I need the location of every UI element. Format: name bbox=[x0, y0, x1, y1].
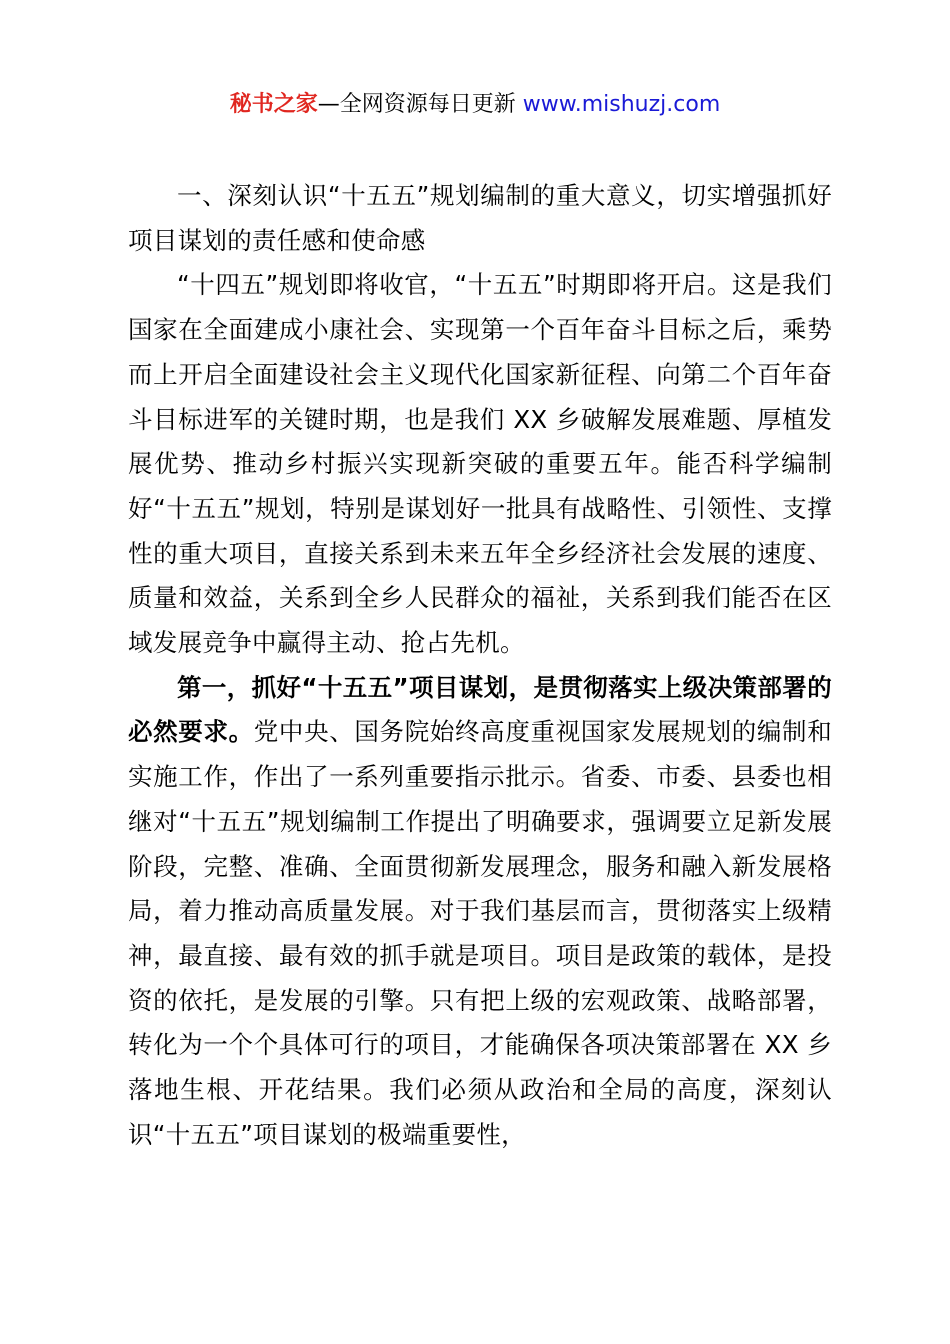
site-url-link[interactable]: www.mishuzj.com bbox=[522, 92, 721, 117]
paragraph-2-body: 党中央、国务院始终高度重视国家发展规划的编制和实施工作，作出了一系列重要指示批示。省委、市委、县委也相继对“十五五”规划编制工作提出了明确要求，强调要立足新发展阶段，完整、准确、全面贯彻新发展理念，服务和融入新发展格局，着力推动高质量发展。对于我们基层而言，贯彻落实上级精神，最直接、最有效的抓手就是项目。项目是政策的载体，是投资的依托，是发展的引擎。只有把上级的宏观政策、战略部署，转化为一个个具体可行的项目，才能确保各项决策部署在 XX 乡落地生根、开花结果。我们必须从政治和全局的高度，深刻认识“十五五”项目谋划的极端重要性， bbox=[128, 717, 832, 1149]
paragraph-1: “十四五”规划即将收官，“十五五”时期即将开启。这是我们国家在全面建成小康社会、实现第一个百年奋斗目标之后，乘势而上开启全面建设社会主义现代化国家新征程、向第二个百年奋斗目标进军的关键时期，也是我们 XX 乡破解发展难题、厚植发展优势、推动乡村振兴实现新突破的重要五年。能否科学编制好“十五五”规划，特别是谋划好一批具有战略性、引领性、支撑性的重大项目，直接关系到未来五年全乡经济社会发展的速度、质量和效益，关系到全乡人民群众的福祉，关系到我们能否在区域发展竞争中赢得主动、抢占先机。 bbox=[128, 270, 832, 658]
header-tagline: —全网资源每日更新 bbox=[317, 92, 523, 117]
paragraph-2 bbox=[128, 666, 832, 1158]
paragraph-2-lead: 第一，抓好“十五五”项目谋划，是贯彻落实上级决策部署的必然要求。 bbox=[128, 672, 832, 747]
document-body bbox=[128, 174, 832, 1157]
brand-name: 秘书之家 bbox=[229, 92, 318, 117]
site-header bbox=[0, 88, 950, 122]
section-heading: 一、深刻认识“十五五”规划编制的重大意义，切实增强抓好项目谋划的责任感和使命感 bbox=[128, 181, 832, 255]
